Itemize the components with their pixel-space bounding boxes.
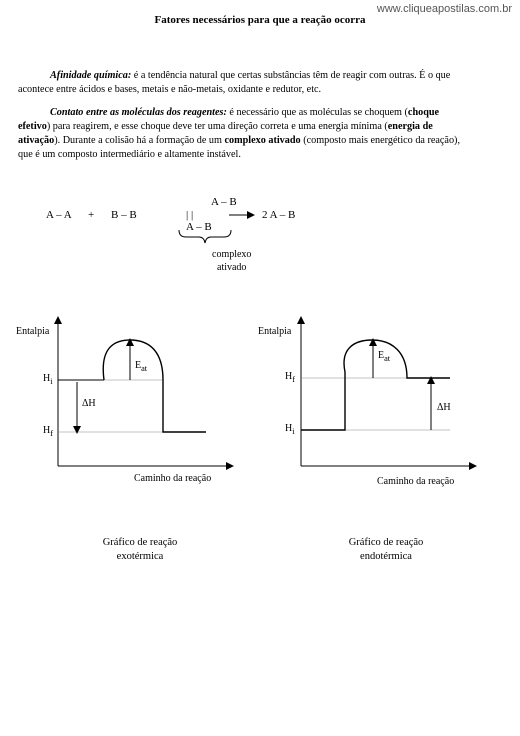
endo-ea-sub: at — [384, 354, 391, 363]
complex-label-1: complexo — [212, 249, 252, 260]
exo-caption — [70, 536, 210, 564]
exo-reaction-curve — [103, 340, 206, 432]
reactant-aa: A – A — [46, 209, 72, 221]
product-ab: 2 A – B — [262, 209, 296, 221]
endo-caption-line-1: Gráfico de reação — [348, 537, 424, 548]
endo-x-label: Caminho da reação — [377, 476, 455, 487]
plus-sign: + — [88, 209, 95, 221]
exo-hi-text: H — [43, 373, 51, 384]
endo-caption-line-2: endotérmica — [360, 551, 412, 562]
watermark: www.cliqueapostilas.com.br — [376, 3, 512, 15]
term-afinidade: Afinidade química: — [50, 70, 132, 81]
exo-caption-line-1: Gráfico de reação — [102, 537, 178, 548]
bold-complexo-ativado: complexo ativado — [224, 135, 301, 146]
endo-ea-label — [378, 350, 390, 363]
exo-hf-sub: f — [50, 429, 54, 438]
exo-graph — [58, 320, 230, 466]
exo-caption-line-2: exotérmica — [116, 551, 164, 562]
complex-label-2: ativado — [217, 262, 247, 273]
endo-reaction-curve — [301, 340, 450, 430]
endo-hf-label — [285, 371, 295, 384]
endo-caption — [316, 536, 456, 564]
endo-hi-sub: i — [292, 427, 295, 436]
complex-bottom: A – B — [186, 221, 212, 233]
endo-y-label: Entalpia — [258, 326, 292, 337]
bold-energia-ativacao: energia de ativação — [18, 121, 433, 146]
term-contato: Contato entre as moléculas dos reagentes: — [50, 107, 227, 118]
complex-bars: | | — [186, 209, 194, 221]
exo-y-label: Entalpia — [16, 326, 50, 337]
exo-hi-sub: i — [50, 377, 53, 386]
exo-dh-label: ΔH — [82, 398, 96, 409]
bold-choque-efetivo: choque efetivo — [18, 107, 440, 132]
endo-hi-text: H — [285, 423, 293, 434]
reactant-bb: B – B — [111, 209, 137, 221]
endo-hf-sub: f — [292, 375, 296, 384]
exo-hi-label — [43, 373, 53, 386]
paragraph-text: ). Durante a colisão há a formação de um — [54, 135, 225, 146]
paragraph-text: é a tendência natural que certas substâncias têm de reagir com outras. É o que acontece entre ácidos e bases, metais e não-metais, oxidante e redutor, etc. — [18, 70, 451, 95]
paragraph-text: (composto mais energético da reação), que é um composto intermediário e altamente instável. — [18, 135, 460, 160]
exo-ea-label — [135, 360, 147, 373]
exo-hf-label — [43, 425, 53, 438]
exo-ea-sub: at — [141, 364, 148, 373]
complex-top: A – B — [211, 196, 237, 208]
exo-x-label: Caminho da reação — [134, 473, 212, 484]
paragraph-text: é necessário que as moléculas se choquem ( — [226, 107, 408, 118]
endo-dh-label: ΔH — [437, 402, 451, 413]
complex-brace — [179, 230, 231, 243]
exo-hf-text: H — [43, 425, 51, 436]
endo-ea-text: E — [378, 350, 385, 361]
paragraph-text: ) para reagirem, e esse choque deve ter uma direção correta e uma energia mínima ( — [46, 121, 388, 132]
endo-hi-label — [285, 423, 295, 436]
exo-ea-text: E — [135, 360, 142, 371]
endo-graph — [301, 320, 473, 466]
page-title: Fatores necessários para que a reação ocorra — [154, 14, 366, 26]
endo-hf-text: H — [285, 371, 293, 382]
